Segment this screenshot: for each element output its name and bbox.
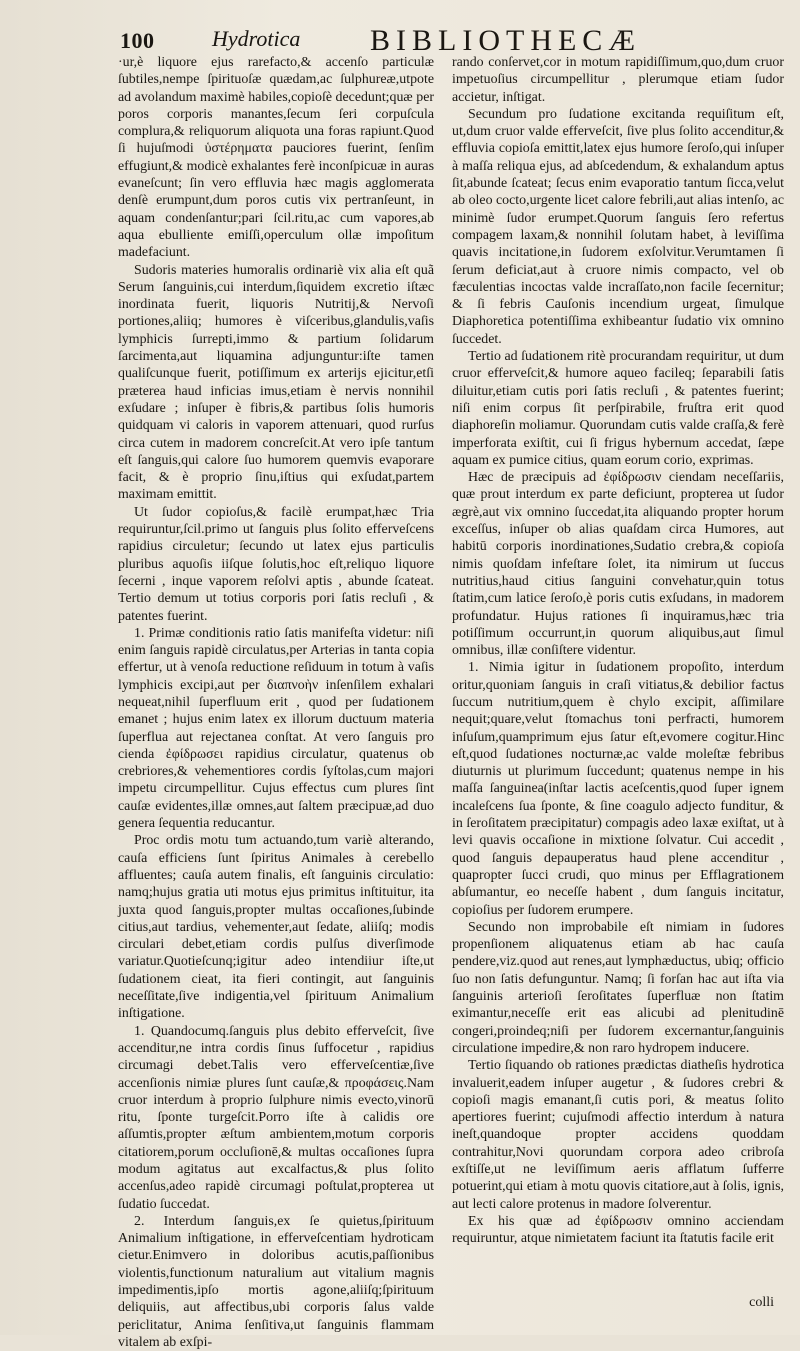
paragraph: Sudoris materies humoralis ordinariè vix alia eſt quã Serum ſanguinis,cui interdum,ſiquidem excretio iſtæc inordinata fuerit, liquoris Nutritij,& Nervoſi portiones,aliiq; humores è viſceribus,glandulis,vaſis lymphicis ſurrepti,immo & partium ſolidarum ſarcimenta,aut liquamina adjunguntur:iſte tamen qualiſcunque fuerit, potiſſimum ex arterijs ejicitur,etſi præterea haud inficias imus,etiam è nervis nonnihil exſudare ; inſuper è fibris,& partibus ſolis humoris quidquam vi caloris in vaporem attenuari, quod rurſus circa cutem in madorem concreſcit.At vero ipſe tantum eſt ſanguis,qui calore ſuo humorem quemvis evaporare facit, & è proprio ſinu,iſtius qui exſudat,partem maximam emittit. [118, 262, 434, 503]
paragraph: ·ur,è liquore ejus rarefacto,& accenſo particulæ ſubtiles,nempe ſpirituoſæ quædam,ac ſulphureæ,utpote ad avolandum maximè habiles,copioſè decedunt;quæ per poros corporis manantes,ſecum ſeri corpuſcula complura,& reliquorum aliquota una foras rapiunt.Quod ſi hujuſmodi ὑστέρηματα pauciores fuerint, ſenſim effugiunt,& modicè exhalantes ferè inconſpicuæ in auras evaneſcunt; ſin vero effluvia hæc magis agglomerata denſè erumpunt,dum poros cutis vix pertranſeunt, in aquam condenſantur;pari ſcil.ritu,ac cum vapores,ab aqua ebulliente emiſſi,operculum ollæ impoſitum madefaciunt. [118, 55, 434, 261]
left-column [118, 54, 434, 1350]
paragraph: Ex his quæ ad ἐφίδρωσιν omnino acciendam requiruntur, atque nimietatem faciunt ita ſtatutis facile erit [452, 1213, 784, 1247]
paragraph: Tertio ad ſudationem ritè procurandam requiritur, ut dum cruor efferveſcit,& humore aqueo facileq; ſeparabili ſatis diluitur,etiam cutis pori ſatis recluſi , & patentes fuerint; niſi enim corpus ſit perſpirabile, fruſtra erit quod diaphoreſin moliamur. Quorundam cutis valde craſſa,& ferè imperforata exiſtit, cui ſi frigus hybernum accedat, ſæpe aquam ex pumice citius, quam eorum corio, exprimas. [452, 349, 784, 468]
catchword: colli [749, 1295, 774, 1310]
paragraph: 1. Nimia igitur in ſudationem propoſito, interdum oritur,quoniam ſanguis in craſi vitiatus,& debilior factus ſuccum nutritium,quem è chylo excipit, aſſimilare nequit;quare,velut ſtomachus toni perfracti, humorem inſuſum,quamprimum ejus ſatur eſt,evomere cogitur.Hinc eſt,quod ſudationes nocturnæ,ac valde moleſtæ febribus diuturnis ut plurimum ſuccedunt; quatenus nempe in his maſſa ſanguinea(inſtar lactis aceſcentis,quod ſuper ignem incaleſcens ſua ſponte, & ſine coagulo adjecto funditur, & in ſeroſitatem præcipitatur) compagis adeo laxæ exiſtat, ut à levi quavis occaſione in mixtione ſolvatur. Cui accedit , quod ſanguis depauperatus haud plene accenditur , quapropter ſucci crudi, quo minus per Efflagrationem abſumantur, eo neceſſe habent , dum ſanguis incitatur, copioſius per ſudorem erumpere. [452, 660, 784, 918]
right-column [452, 54, 784, 1324]
paragraph: rando conſervet,cor in motum rapidiſſimum,quo,dum cruor impetuoſius circumpellitur , plerumque etiam ſudor accietur, inſtigat. [452, 55, 784, 105]
paragraph: Ut ſudor copioſus,& facilè erumpat,hæc Tria requiruntur,ſcil.primo ut ſanguis plus ſolito efferveſcens rapidius circuletur; ſecundo ut latex ejus particulis pluribus aquoſis iiſque ſolutis,hoc eſt,reliquo liquore ſecerni , inque vaporem reſolvi aptis , abunde ſcateat. Tertio demum ut totius corporis pori ſatis recluſi , & patentes fuerint. [118, 504, 434, 624]
paragraph: Secundum pro ſudatione excitanda requiſitum eſt, ut,dum cruor valde efferveſcit, ſive plus ſolito accenditur,& effluvia copioſa emittit,latex ejus humore ſeroſo,qui inſuper à maſſa reliqua ejus, ad abſcedendum, & exhalandum aptus ſit,abunde ſcateat; ſecus enim evaporatio tantum ſicca,velut ab oleo cocto,urgente licet calore febrili,aut alias intenſo, ac minimè ſudor erumpet.Quorum ſanguis ſero refertus compagem laxam,& nonnihil ſolutam habet, à leviſſima quavis incitatione,in ſudorem exſolvitur.Verumtamen ſi ſerum deficiat,aut à cruore nimis compacto, vel ob fæculentias incoctas valde incraſſato,non facile ſecernitur; & ſi febris Cauſonis incendium urgeat, ſimulque Diaphoretica potentiſſima exhibeantur ſudatio vix omnino ſuccedet. [452, 106, 784, 347]
paragraph: Tertio ſiquando ob rationes prædictas diatheſis hydrotica invaluerit,eadem inſuper augetur , & ſudores crebri & copioſi magis emanant,ſi cutis pori, & meatus ſolito apertiores fuerint; cujuſmodi affectio interdum à natura ineſt,quandoque propter accidens quoddam contrahitur,Novi quorundam corpora adeo cribroſa exſtiſſe,ut ne leviſſimum aeris afflatum ſufferre potuerint,qui etiam à motu quovis citatiore,aut à ſolis, ignis, aut lecti calore protenus in madore ſolverentur. [452, 1058, 784, 1212]
paragraph: 1. Primæ conditionis ratio ſatis manifeſta videtur: niſi enim ſanguis rapidè circulatus,per Arterias in tanta copia effertur, ut à venoſa reductione reſiduum in totum à vaſis lymphicis excipi,aut per διαπνοὴν inſenſilem exhalari nequeat,nihil ſuperfluum erit , quod per ſudationem emanet ; hujus enim latex ex illorum ductuum materia ſuperflua aut rejectanea conſtat. At vero ſanguis pro cienda ἐφίδρωσει rapidius circulatur, quatenus ob crebriores,& vehementiores cordis ſyſtolas,cum majori impetu circumpellitur. Cujus effectus cum plures ſint cauſæ evidentes,illæ omnes,aut ſaltem præcipuæ,ad duo genera ſequentia reducantur. [118, 625, 434, 832]
paragraph: Proc ordis motu tum actuando,tum variè alterando, cauſa efficiens ſunt ſpiritus Animales à cerebello affluentes; cauſa autem finalis, eſt ſanguinis circulatio: namq;hujus gratia uti motus ejus primitus inſtituitur, ita juxta quod ſanguis,propter multas occaſiones,ſubinde citius,aut tardius, vehementer,aut ſedate, aliiſq; modis circulari debet,etiam cordis pulſus diverſimode variatur.Quotieſcunq;igitur adeo intendiiur iſte,ut ſudationem cieat, ita fieri contingit, aut ſanguinis neceſſitate,ſive indigentia,vel ſpirituum Animalium inſtigatione. [118, 833, 434, 1022]
page-number: 100 [120, 28, 155, 53]
page-title: BIBLIOTHECÆ [370, 24, 641, 57]
paragraph: 1. Quandocumq.ſanguis plus debito efferveſcit, ſive accenditur,ne intra cordis ſinus ſuffocetur , rapidius circumagi debet.Talis vero efferveſcentiæ,ſive accenſionis nimiæ plures ſunt cauſæ,& προφάσεις.Nam cruor interdum à proprio ſulphure nimis evecto,vinorū ritu, ſponte turgeſcit.Porro iſte à calidis ore aſſumtis,propter æſtum ambientem,motum corporis citatiorem,porum occluſionē,& multas occaſiones ſupra modum agitatus aut excalfactus,& plus ſolito accenſus,adeo rapidè circumagi poſtulat,propterea ut ſudatio ſuccedat. [118, 1023, 434, 1212]
paragraph: 2. Interdum ſanguis,ex ſe quietus,ſpirituum Animalium inſtigatione, in efferveſcentiam hydroticam cietur.Enimvero in doloribus acutis,paſſionibus violentis,functionum naturalium aut vitalium magnis impedimentis,ipſo mortis agone,aliiſq;ſpirituum deliquiis, aut affectibus,ubi corporis ſalus valde periclitatur, Anima ſenſitiva,ut ſanguinis flammam vitalem ab exſpi- [118, 1213, 434, 1350]
running-head: Hydrotica [212, 26, 301, 51]
paragraph: Hæc de præcipuis ad ἐφίδρωσιν ciendam neceſſariis, quæ prout interdum ex parte deficiunt, propterea ut ſudor ægrè,aut vix omnino ſuccedat,ita aliquando propter horum exceſſus, inſuper ob alias quaſdam circa Humores, aut habitū corporis inordinationes,Sudatio crebra,& copioſa nimis quoſdam infeſtare ſolet, ita nimirum ut ſuccus nutritius,haud citius ſanguini convehatur,quin totus ſtatim,cum latice ſeroſo,è poris cutis exſudans, in madorem profundatur. Hujus rationes ſi inquiramus,hæc tria potiſſimum occurrunt,in quorum aliquibus,aut ſimul omnibus, illæ conſiſtere videntur. [452, 470, 784, 659]
paragraph: Secundo non improbabile eſt nimiam in ſudores propenſionem aliquatenus etiam ab hac cauſa pendere,viz.quod aut renes,aut lymphæductus, ubiq; officio ſuo non ſatis defunguntur. Namq; ſi forſan hac aut iſta via ſanguinis arterioſi ſeroſitates ſuperfluæ non ſtatim eximantur,neceſſe erit eas alicubi ad plenitudinē congeri,proindeq;niſi per ſudorem excernantur,ſanguinis circulatione impedire,& non raro hydropem inducere. [452, 919, 784, 1056]
